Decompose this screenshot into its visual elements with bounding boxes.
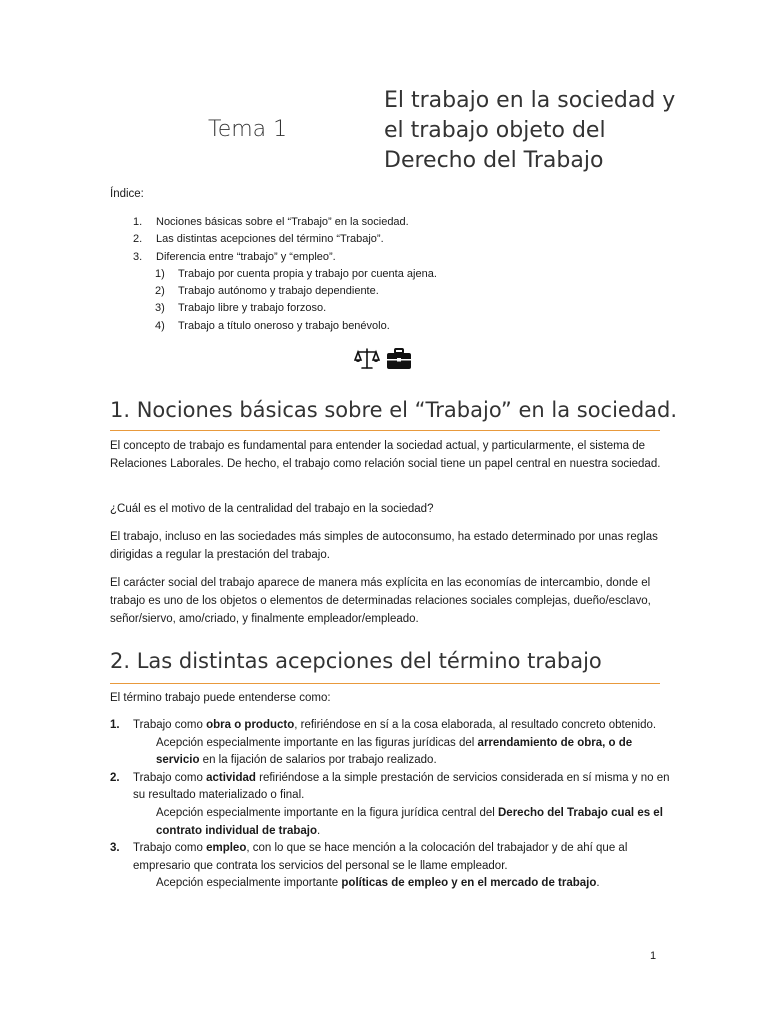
toc-text: Trabajo a título oneroso y trabajo benévolo. [178,319,390,332]
toc-text: Trabajo por cuenta propia y trabajo por cuenta ajena. [178,267,437,280]
document-title [384,86,674,176]
toc-number: 2) [155,285,165,298]
section-heading: 1. Nociones básicas sobre el “Trabajo” en la sociedad. [110,398,678,422]
bold-run: Derecho del Trabajo cual es el contrato individual de trabajo [156,806,663,837]
toc-number: 4) [155,319,165,332]
paragraph: El trabajo, incluso en las sociedades más simples de autoconsumo, ha estado determinado por unas reglas dirigidas a regular la prestación del trabajo. [110,531,658,561]
toc-subitem [133,283,437,300]
bold-run: empleo [206,842,247,855]
index-label: Índice: [110,188,144,200]
toc-number: 3) [155,302,165,315]
toc-number: 1) [155,267,165,280]
toc-number: 1. [133,216,143,228]
paragraph: El carácter social del trabajo aparece de manera más explícita en las economías de intercambio, donde el trabajo es uno de los objetos o elementos de determinadas relaciones sociales complejas, dueño/esclavo, señor/siervo, amo/criado, y finalmente empleador/empleado. [110,577,651,625]
table-of-contents [133,214,437,335]
heading-underline [110,683,660,684]
toc-text: Las distintas acepciones del término “Trabajo”. [156,233,384,246]
paragraph: El concepto de trabajo es fundamental para entender la sociedad actual, y particularmente, el sistema de Relaciones Laborales. De hecho, el trabajo como relación social tiene un papel central en nuestra sociedad. [110,440,661,470]
text-run: , con lo que se hace mención a la colocación del trabajador y de ahí que al empresario que contrata los servicios del personal se le llame empleador. [133,842,628,872]
toc-subitem [133,300,437,317]
page-number: 1 [650,950,657,962]
text-run: en la fijación de salarios por trabajo realizado. [199,754,437,767]
title-line: El trabajo en la sociedad y [384,88,676,113]
bold-run: actividad [206,771,256,784]
bold-run: políticas de empleo y en el mercado de trabajo [341,877,597,890]
paragraph: El término trabajo puede entenderse como: [110,692,331,704]
list-number: 3. [110,842,120,855]
list-number: 1. [110,719,120,731]
briefcase-icon [386,347,412,371]
text-run: Acepción especialmente importante en la figura jurídica central del [156,806,498,819]
toc-subitem [133,318,437,335]
paragraph: ¿Cuál es el motivo de la centralidad del trabajo en la sociedad? [110,503,434,515]
toc-text: Nociones básicas sobre el “Trabajo” en la sociedad. [156,216,409,228]
text-run: . [596,877,600,890]
item-text [133,770,670,805]
toc-number: 3. [133,250,143,263]
section-heading: 2. Las distintas acepciones del término trabajo [110,649,602,673]
item-text [133,840,670,875]
item-note [133,875,670,893]
toc-number: 2. [133,233,143,246]
text-run: Trabajo como [133,842,207,855]
list-item [110,770,670,840]
toc-text: Diferencia entre “trabajo” y “empleo”. [156,250,336,263]
list-item [110,840,670,893]
text-run: Acepción especialmente importante [156,877,342,890]
decorative-icons [354,346,412,372]
heading-underline [110,430,660,431]
toc-text: Trabajo libre y trabajo forzoso. [178,302,327,315]
toc-subitem [133,266,437,283]
toc-text: Trabajo autónomo y trabajo dependiente. [178,285,379,298]
text-run: Acepción especialmente importante en las figuras jurídicas del [156,736,478,749]
toc-item [133,231,437,248]
bold-run: arrendamiento de obra, o de servicio [156,736,633,767]
tema-label: Tema 1 [208,117,288,142]
definition-list [110,717,670,893]
list-item [110,717,670,770]
toc-item [133,249,437,266]
item-note [133,735,670,770]
scales-icon [354,346,380,372]
item-note [133,805,670,840]
text-run: . [317,824,321,837]
text-run: Trabajo como [133,719,207,731]
text-run: Trabajo como [133,771,207,784]
toc-item [133,214,437,231]
text-run: refiriéndose a la simple prestación de servicios considerada en sí misma y no en su resultado materializado o final. [133,771,670,802]
text-run: , refiriéndose en sí a la cosa elaborada, al resultado concreto obtenido. [294,719,657,731]
title-line: el trabajo objeto del [384,118,606,143]
bold-run: obra o producto [206,719,295,731]
list-number: 2. [110,771,120,784]
title-line: Derecho del Trabajo [384,148,604,173]
item-text [133,717,670,735]
